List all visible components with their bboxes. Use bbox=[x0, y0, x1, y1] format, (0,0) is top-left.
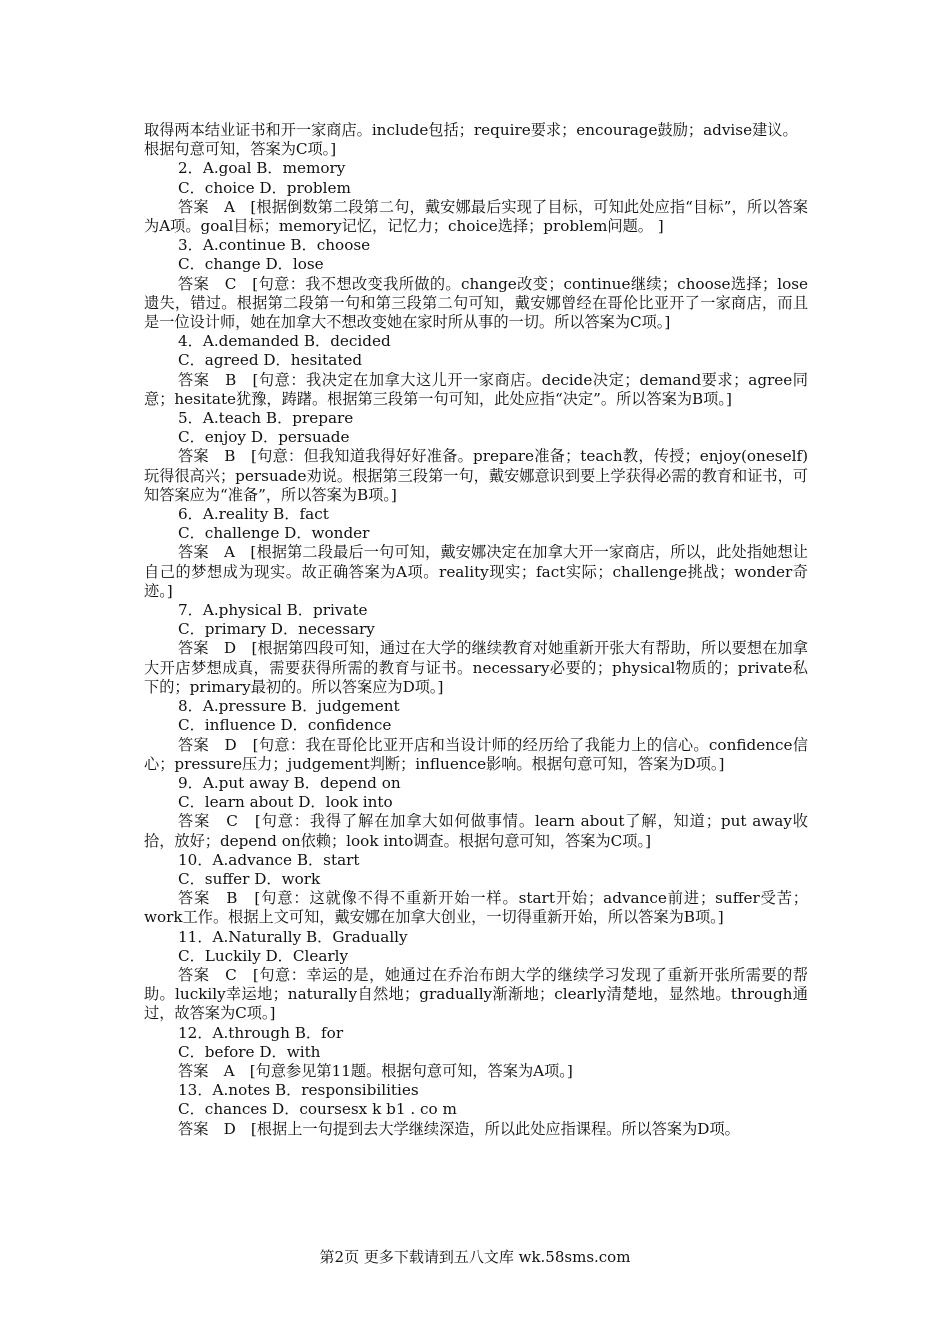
question-block bbox=[144, 159, 808, 236]
question-block bbox=[144, 1081, 808, 1139]
options-line-ab: 6．A.reality B．fact bbox=[178, 505, 329, 524]
answer-explanation: 答案 A [根据倒数第二段第二句，戴安娜最后实现了目标，可知此处应指“目标”，所以答案为A项。goal目标；memory记忆，记忆力；choice选择；problem问题。 ] bbox=[144, 197, 808, 236]
options-line-cd: C．learn about D．look into bbox=[178, 793, 393, 812]
options-line-ab: 3．A.continue B．choose bbox=[178, 236, 371, 255]
answer-explanation: 答案 B [句意：我决定在加拿大这儿开一家商店。decide决定；demand要求；agree同意；hesitate犹豫，踌躇。根据第三段第一句可知，此处应指“决定”。所以答案为B项。] bbox=[144, 370, 808, 408]
options-line-cd: C．suffer D．work bbox=[178, 869, 321, 888]
options-line-ab: 8．A.pressure B．judgement bbox=[178, 697, 400, 716]
options-line-cd: C．choice D．problem bbox=[178, 178, 351, 197]
options-line-ab: 4．A.demanded B．decided bbox=[178, 332, 391, 351]
options-line-cd: C．primary D．necessary bbox=[178, 620, 375, 639]
answer-explanation: 答案 D [根据上一句提到去大学继续深造，所以此处应指课程。所以答案为D项。 bbox=[178, 1119, 740, 1138]
question-block bbox=[144, 928, 808, 1024]
options-line-ab: 5．A.teach B．prepare bbox=[178, 409, 354, 428]
question-block bbox=[144, 1024, 808, 1082]
answer-explanation: 答案 A [句意参见第11题。根据句意可知，答案为A项。] bbox=[178, 1061, 573, 1080]
question-block bbox=[144, 774, 808, 851]
answer-explanation: 答案 C [句意：我不想改变我所做的。change改变；continue继续；choose选择；lose遗失，错过。根据第二段第一句和第三段第二句可知，戴安娜曾经在哥伦比亚开了一家商店，而且是一位设计师，她在加拿大不想改变她在家时所从事的一切。所以答案为C项。] bbox=[144, 274, 808, 332]
options-line-cd: C．influence D．confidence bbox=[178, 716, 392, 735]
options-line-cd: C．enjoy D．persuade bbox=[178, 428, 350, 447]
options-line-ab: 10．A.advance B．start bbox=[178, 850, 360, 869]
answer-explanation: 答案 D [句意：我在哥伦比亚开店和当设计师的经历给了我能力上的信心。confidence信心；pressure压力；judgement判断；influence影响。根据句意可知，答案为D项。] bbox=[144, 735, 808, 773]
answer-explanation: 答案 A [根据第二段最后一句可知，戴安娜决定在加拿大开一家商店，所以，此处指她想让自己的梦想成为现实。故正确答案为A项。reality现实；fact实际；challenge挑战；wonder奇迹。] bbox=[144, 543, 808, 600]
answer-explanation: 答案 C [句意：幸运的是，她通过在乔治布朗大学的继续学习发现了重新开张所需要的帮助。luckily幸运地；naturally自然地；gradually渐渐地；clearly清楚地，显然地。through通过，故答案为C项。] bbox=[144, 965, 808, 1023]
options-line-cd: C．change D．lose bbox=[178, 255, 324, 274]
intro-paragraph: 取得两本结业证书和开一家商店。include包括；require要求；encourage鼓励；advise建议。根据句意可知，答案为C项。] bbox=[144, 121, 798, 159]
options-line-cd: C．Luckily D．Clearly bbox=[178, 946, 349, 965]
answer-explanation: 答案 C [句意：我得了解在加拿大如何做事情。learn about了解，知道；put away收拾，放好；depend on依赖；look into调查。根据句意可知，答案为C项。] bbox=[144, 812, 808, 850]
options-line-cd: C．agreed D．hesitated bbox=[178, 351, 363, 370]
answer-explanation: 答案 D [根据第四段可知，通过在大学的继续教育对她重新开张大有帮助，所以要想在加拿大开店梦想成真，需要获得所需的教育与证书。necessary必要的；physical物质的；private私下的；primary最初的。所以答案应为D项。] bbox=[144, 639, 808, 696]
question-block bbox=[144, 332, 808, 409]
question-list bbox=[144, 159, 808, 1138]
options-line-ab: 11．A.Naturally B．Gradually bbox=[178, 927, 408, 946]
question-block bbox=[144, 601, 808, 697]
options-line-ab: 12．A.through B．for bbox=[178, 1023, 344, 1042]
options-line-ab: 2．A.goal B．memory bbox=[178, 159, 346, 178]
document-body bbox=[144, 121, 808, 1139]
page-footer: 第2页 更多下载请到五八文库 wk.58sms.com bbox=[319, 1248, 631, 1266]
options-line-cd: C．challenge D．wonder bbox=[178, 524, 370, 543]
options-line-ab: 13．A.notes B．responsibilities bbox=[178, 1081, 419, 1100]
answer-explanation: 答案 B [句意：这就像不得不重新开始一样。start开始；advance前进；suffer受苦；work工作。根据上文可知，戴安娜在加拿大创业，一切得重新开始，所以答案为B项。] bbox=[144, 889, 808, 927]
options-line-ab: 7．A.physical B．private bbox=[178, 601, 368, 620]
question-block bbox=[144, 236, 808, 332]
options-line-cd: C．chances D．coursesx k b1 . co m bbox=[178, 1100, 457, 1119]
question-block bbox=[144, 409, 808, 505]
options-line-ab: 9．A.put away B．depend on bbox=[178, 773, 401, 792]
answer-explanation: 答案 B [句意：但我知道我得好好准备。prepare准备；teach教，传授；enjoy(oneself)玩得很高兴；persuade劝说。根据第三段第一句，戴安娜意识到要上学获得必需的教育和证书，可知答案应为“准备”，所以答案为B项。] bbox=[144, 447, 808, 504]
question-block bbox=[144, 697, 808, 774]
options-line-cd: C．before D．with bbox=[178, 1042, 321, 1061]
question-block bbox=[144, 505, 808, 601]
question-block bbox=[144, 851, 808, 928]
